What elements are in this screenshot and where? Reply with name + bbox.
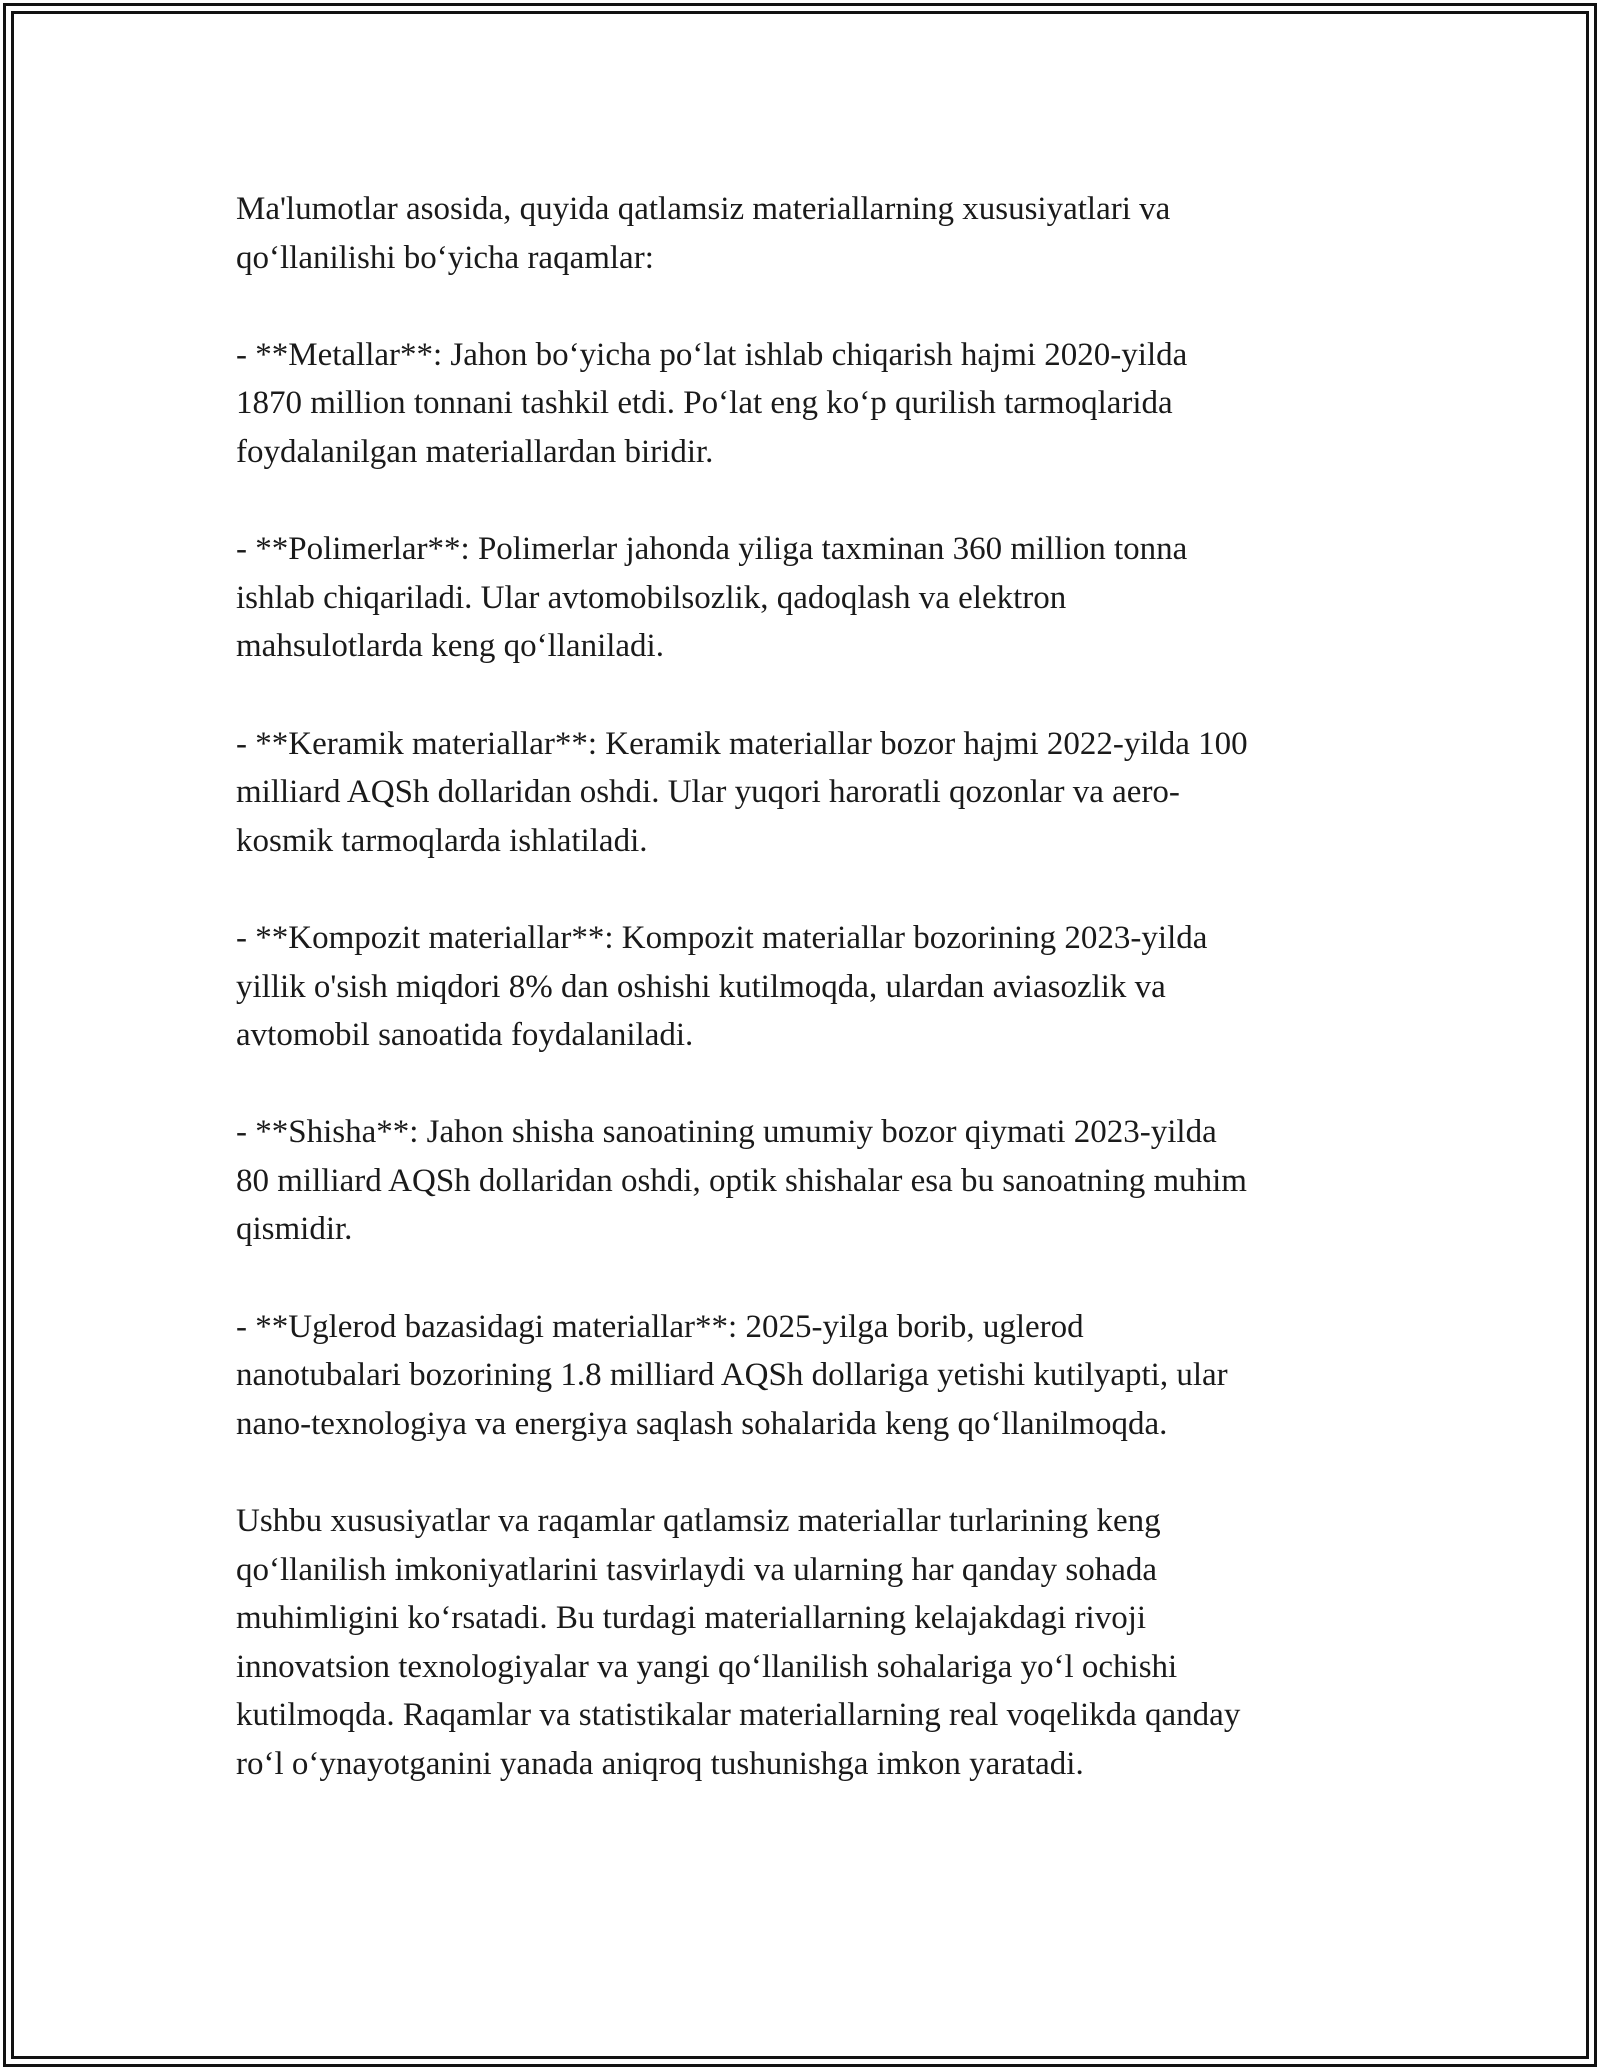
- list-item-keramik: - **Keramik materiallar**: Keramik materiallar bozor hajmi 2022-yilda 100 milliard AQSh dollaridan oshdi. Ular yuqori haroratli qozonlar va aero- kosmik tarmoqlarda ishlatiladi.: [236, 725, 1248, 859]
- list-item-metallar: - **Metallar**: Jahon boʻyicha poʻlat ishlab chiqarish hajmi 2020-yilda 1870 million tonnani tashkil etdi. Poʻlat eng koʻp qurilish tarmoqlarida foydalanilgan materiallardan biridir.: [236, 336, 1188, 470]
- intro-paragraph: Ma'lumotlar asosida, quyida qatlamsiz materiallarning xususiyatlari va qoʻllanilishi boʻyicha raqamlar:: [236, 191, 1171, 276]
- conclusion-paragraph: Ushbu xususiyatlar va raqamlar qatlamsiz materiallar turlarining keng qoʻllanilish imkoniyatlarini tasvirlaydi va ularning har qanday sohada muhimligini koʻrsatadi. Bu turdagi materiallarning kelajakdagi rivoji innovatsion texnologiyalar va yangi qoʻllanilish sohalariga yoʻl ochishi kutilmoqda. Raqamlar va statistikalar materiallarning real voqelikda qanday roʻl oʻynayotganini yanada aniqroq tushunishga imkon yaratadi.: [236, 1503, 1241, 1782]
- document-body: [236, 185, 1376, 1837]
- list-item-uglerod: - **Uglerod bazasidagi materiallar**: 2025-yilga borib, uglerod nanotubalari bozorining 1.8 milliard AQSh dollariga yetishi kutilyapti, ular nano-texnologiya va energiya saqlash sohalarida keng qoʻllanilmoqda.: [236, 1308, 1228, 1442]
- list-item-polimerlar: - **Polimerlar**: Polimerlar jahonda yiliga taxminan 360 million tonna ishlab chiqariladi. Ular avtomobilsozlik, qadoqlash va elektron mahsulotlarda keng qoʻllaniladi.: [236, 531, 1188, 665]
- list-item-kompozit: - **Kompozit materiallar**: Kompozit materiallar bozorining 2023-yilda yillik o'sish miqdori 8% dan oshishi kutilmoqda, ulardan aviasozlik va avtomobil sanoatida foydalaniladi.: [236, 919, 1208, 1054]
- list-item-shisha: - **Shisha**: Jahon shisha sanoatining umumiy bozor qiymati 2023-yilda 80 milliard AQSh dollaridan oshdi, optik shishalar esa bu sanoatning muhim qismidir.: [236, 1114, 1247, 1248]
